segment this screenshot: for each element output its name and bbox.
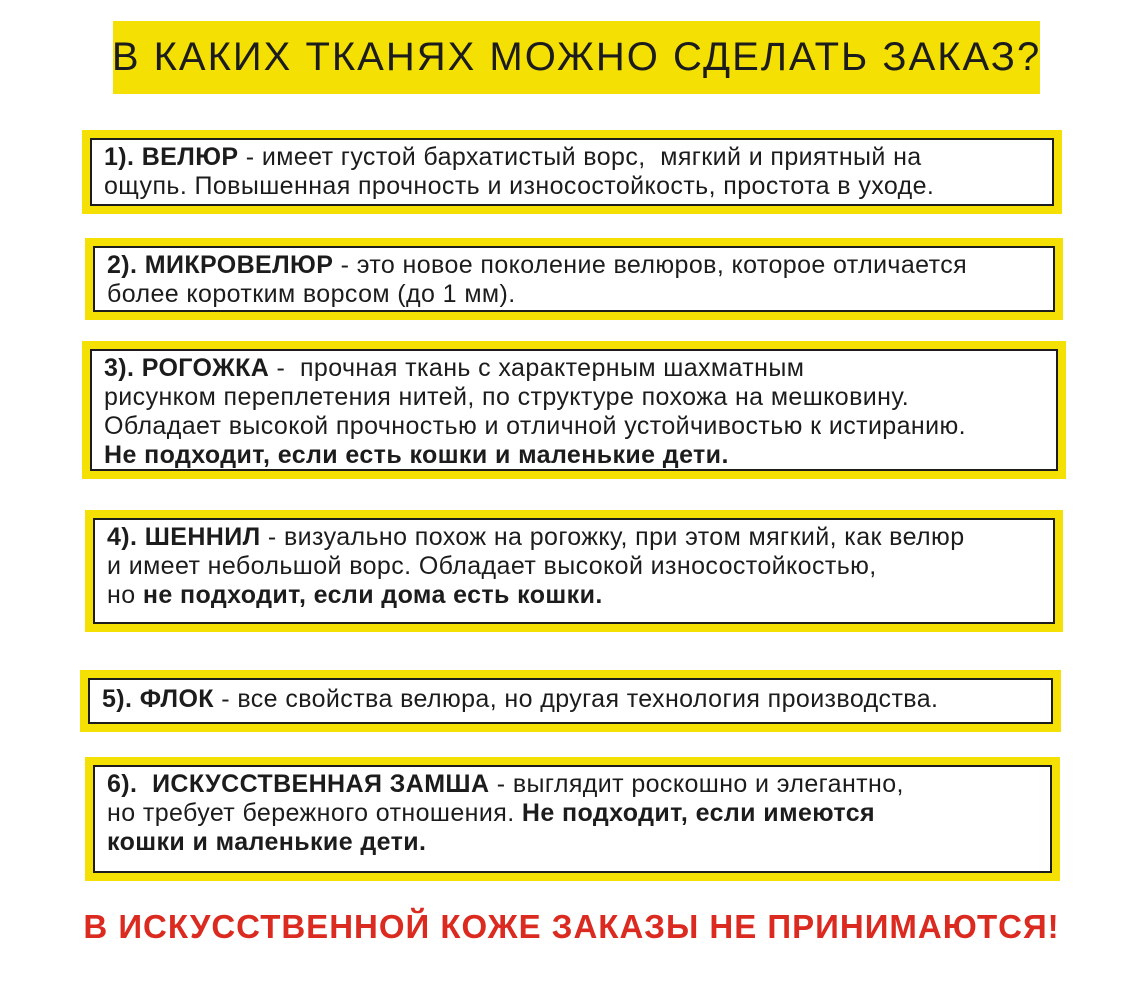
- fabric-text: - прочная ткань с характерным шахматным: [269, 354, 805, 382]
- fabric-text: но: [107, 581, 143, 609]
- fabric-text-line: [104, 172, 1040, 201]
- fabric-text-line: [107, 523, 1041, 552]
- page-title: В КАКИХ ТКАНЯХ МОЖНО СДЕЛАТЬ ЗАКАЗ?: [111, 35, 1042, 79]
- fabric-text-line: [104, 354, 1044, 383]
- fabric-bold-text: 5). ФЛОК: [102, 685, 214, 713]
- fabric-text-line: [104, 143, 1040, 172]
- fabric-text-line: [102, 685, 1039, 714]
- fabric-text-line: [104, 383, 1044, 412]
- fabric-box-content: [93, 518, 1055, 624]
- fabric-box-content: [93, 765, 1052, 873]
- fabric-text-line: [107, 828, 1038, 857]
- fabric-text-line: [107, 799, 1038, 828]
- fabric-text: - имеет густой бархатистый ворс, мягкий и приятный на: [238, 143, 922, 171]
- fabric-text: ощупь. Повышенная прочность и износостойкость, простота в уходе.: [104, 172, 935, 200]
- fabric-bold-text: 4). ШЕННИЛ: [107, 523, 261, 551]
- fabric-bold-text: кошки и маленькие дети.: [107, 828, 427, 856]
- fabric-text: рисунком переплетения нитей, по структуре похожа на мешковину.: [104, 383, 910, 411]
- fabric-box-content: [93, 246, 1055, 312]
- fabric-box-velour: [82, 130, 1062, 214]
- fabric-box-content: [88, 678, 1053, 724]
- fabric-box-faux-suede: [85, 757, 1060, 881]
- fabric-text-line: [107, 581, 1041, 610]
- fabric-bold-text: 1). ВЕЛЮР: [104, 143, 239, 171]
- footer-warning: В ИСКУССТВЕННОЙ КОЖЕ ЗАКАЗЫ НЕ ПРИНИМАЮТСЯ!: [83, 908, 1060, 945]
- fabric-text: но требует бережного отношения.: [107, 799, 522, 827]
- fabric-box-chenille: [85, 510, 1063, 632]
- fabric-bold-text: 6). ИСКУССТВЕННАЯ ЗАМША: [107, 770, 490, 798]
- fabric-bold-text: Не подходит, если имеются: [521, 799, 875, 827]
- fabric-text-line: [107, 251, 1041, 280]
- fabric-bold-text: не подходит, если дома есть кошки.: [142, 581, 603, 609]
- fabric-text-line: [107, 552, 1041, 581]
- fabric-text: - выглядит роскошно и элегантно,: [489, 770, 904, 798]
- fabric-box-flock: [80, 670, 1061, 732]
- header-banner: [113, 21, 1040, 94]
- fabric-text-line: [107, 280, 1041, 309]
- fabric-bold-text: 2). МИКРОВЕЛЮР: [107, 251, 334, 279]
- fabric-text: - визуально похож на рогожку, при этом мягкий, как велюр: [260, 523, 965, 551]
- fabric-box-content: [90, 138, 1054, 206]
- fabric-bold-text: 3). РОГОЖКА: [104, 354, 270, 382]
- fabric-bold-text: Не подходит, если есть кошки и маленькие дети.: [104, 441, 729, 469]
- fabric-box-rogozhka: [82, 341, 1066, 479]
- fabric-text: и имеет небольшой ворс. Обладает высокой износостойкостью,: [107, 552, 877, 580]
- fabric-text-line: [107, 770, 1038, 799]
- fabric-text: - все свойства велюра, но другая технология производства.: [213, 685, 939, 713]
- fabric-box-microvelour: [85, 238, 1063, 320]
- fabric-text-line: [104, 441, 1044, 470]
- fabric-box-content: [90, 349, 1058, 471]
- fabric-text: более коротким ворсом (до 1 мм).: [107, 280, 516, 308]
- fabric-text: Обладает высокой прочностью и отличной устойчивостью к истиранию.: [104, 412, 966, 440]
- fabric-text: - это новое поколение велюров, которое отличается: [333, 251, 968, 279]
- fabric-text-line: [104, 412, 1044, 441]
